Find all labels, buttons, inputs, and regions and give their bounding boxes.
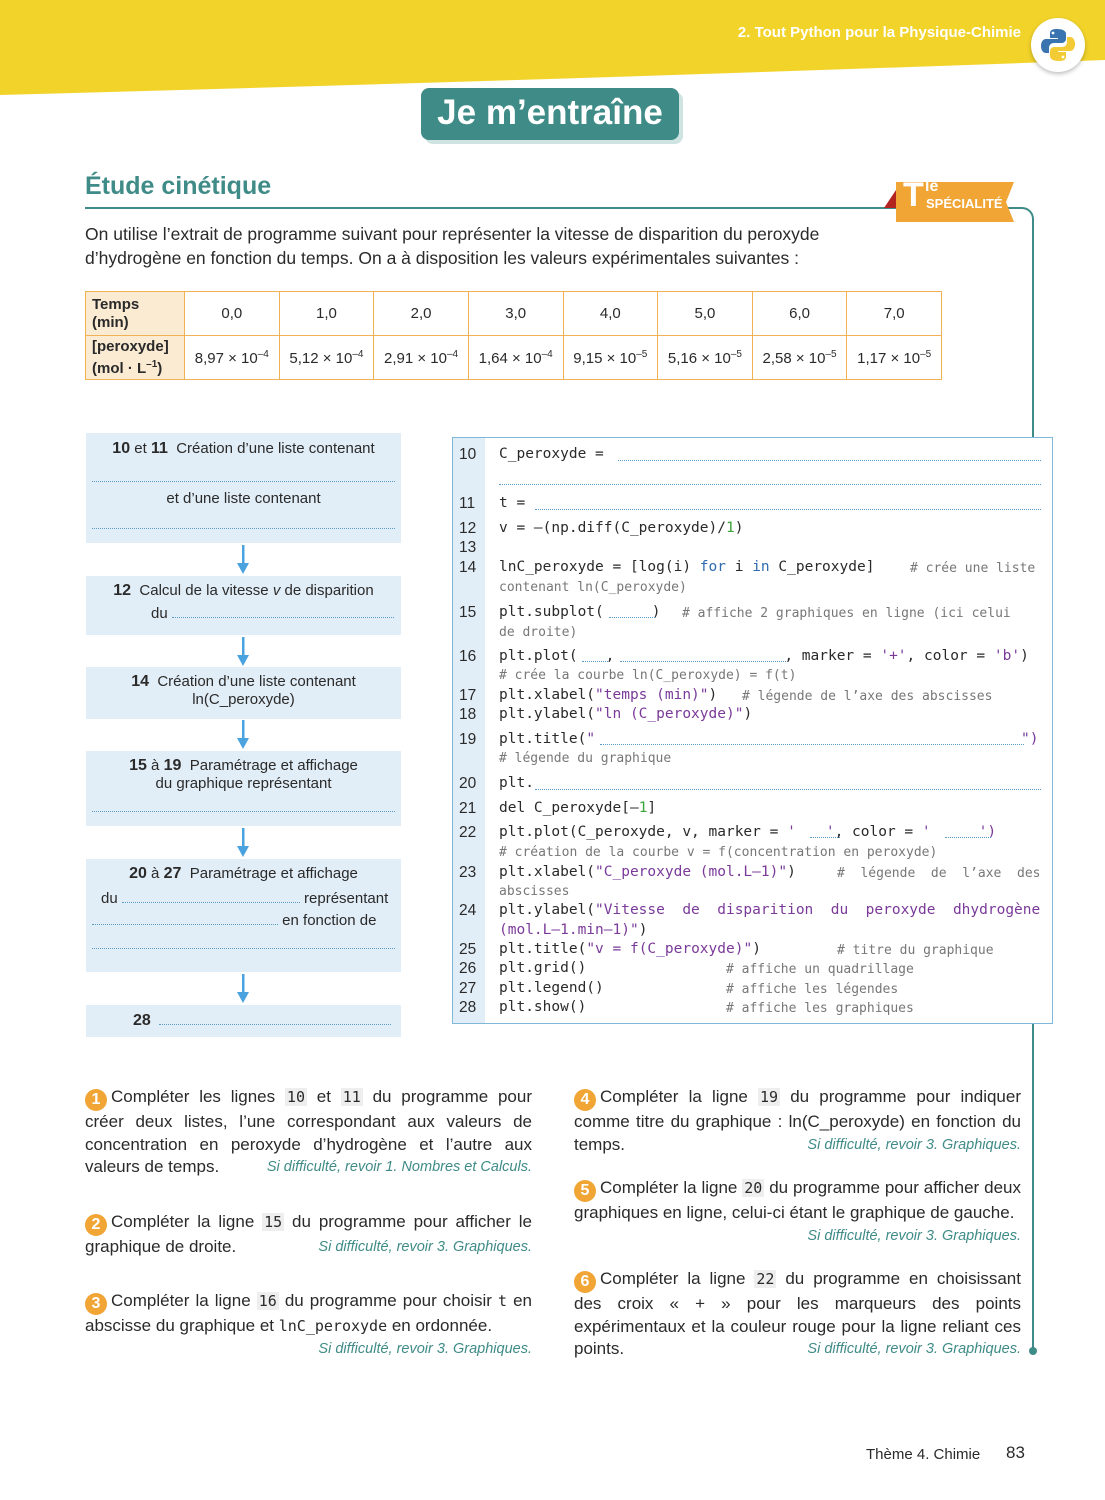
question-2: 2 Compléter la ligne 15 du programme pour afficher le graphique de droite. Si difficulté, revoir 3. Graphiques. [85,1211,532,1259]
table-cell: $5,16 \times 10^{-5}$ [658,336,753,380]
fill-line[interactable] [620,661,786,662]
table-cell: 0,0 [185,292,280,336]
page-number: 83 [1006,1443,1025,1462]
table-cell: $2,91 \times 10^{-4}$ [374,336,469,380]
table-cell: $1,17 \times 10^{-5}$ [847,336,942,380]
fill-line[interactable] [618,460,1041,461]
fill-line[interactable] [92,911,278,925]
reference-link[interactable]: Si difficulté, revoir 3. Graphiques. [318,1239,532,1255]
page-title: Je m’entraîne [421,88,679,140]
step-28: 28 [86,1005,401,1037]
step-14: 14 Création d’une liste contenant ln(C_peroxyde) [86,667,401,719]
code-comment: # légende du graphique [499,751,672,766]
fill-line[interactable] [535,789,1041,790]
question-number-badge: 1 [85,1089,107,1111]
code-comment: # titre du graphique [837,943,994,958]
code-comment: # crée la courbe ln(C_peroxyde) = f(t) [499,668,797,683]
code-comment: # crée une liste [910,561,1036,576]
fill-line[interactable] [92,468,395,482]
badge-t: T [903,176,924,214]
step-15-19: 15 à 19 Paramétrage et affichage du graphique représentant [86,751,401,826]
question-number-badge: 2 [85,1214,107,1236]
reference-link[interactable]: Si difficulté, revoir 3. Graphiques. [807,1227,1021,1244]
fill-line[interactable] [92,935,395,949]
step-12: 12 Calcul de la vitesse v de disparition du [86,576,401,635]
row-head-peroxyde: [peroxyde] $(mol \cdot L^{-1})$ [86,336,185,380]
table-cell: 6,0 [752,292,847,336]
table-cell: 2,0 [374,292,469,336]
chapter-title: 2. Tout Python pour la Physique-Chimie [737,24,1021,41]
fill-line[interactable] [159,1011,391,1025]
arrow-down-icon [237,974,249,1004]
code-comment: contenant ln(C_peroxyde) [499,580,687,595]
table-cell: 4,0 [563,292,658,336]
arrow-down-icon [237,720,249,750]
table-cell: 3,0 [468,292,563,336]
question-4: 4 Compléter la ligne 19 du programme pour indiquer comme titre du graphique : ln(C_peroxyde) en fonction du temps. Si difficulté, revoir 3. Graphiques. [574,1086,1021,1156]
table-cell: $5,12 \times 10^{-4}$ [279,336,374,380]
arrow-down-icon [237,828,249,858]
fill-line[interactable] [92,798,395,812]
fill-line[interactable] [172,604,394,618]
code-comment: # affiche les graphiques [726,1001,914,1016]
section-title: Étude cinétique [85,172,272,200]
table-cell: $1,64 \times 10^{-4}$ [468,336,563,380]
fill-line[interactable] [582,661,608,662]
code-comment: # affiche un quadrillage [726,962,914,977]
header-band [0,0,1105,100]
table-row [86,292,942,336]
fill-line[interactable] [122,889,300,903]
code-comment: # légende de l’axe des [837,866,1041,881]
table-cell: 7,0 [847,292,942,336]
arrow-down-icon [237,637,249,667]
badge-le: le [925,178,939,195]
badge-specialite: SPÉCIALITÉ [926,196,1003,211]
fill-line[interactable] [535,509,1041,510]
row-head-temps: Temps (min) [86,292,185,336]
question-1: 1 Compléter les lignes 10 et 11 du programme pour créer deux listes, l’une correspondant aux valeurs de concentration en peroxyde d’hydrogène et l’autre aux valeurs de temps. Si difficulté, revoir 1. Nombres et Calculs. [85,1086,532,1179]
code-listing: 10 C_peroxyde = 11 t = 12 v = –(np.diff(C_peroxyde)/1) 13 14 lnC_peroxyde = [log(i) for i in C_peroxyde] # crée une liste contenant ln(C_peroxyde) 15 plt.subplot( ) # affiche 2 graphiques en ligne (ici celui de droite) 16 plt.plot( , , marker = '+', color = 'b') # crée la courbe ln(C_peroxyde) = f(t) 17 plt.xlabel("temps (min)") # légende de l’axe des abscisses 18 plt.ylabel("ln (C_peroxyde)") 19 plt.title(" ") # légende du graphique 20 plt. 21 del C_peroxyde[–1] 22 plt.plot(C_peroxyde, v, marker = ' ', color = ' ') # création de la courbe v = f(concentration en peroxyde) 23 plt.xlabel("C_peroxyde (mol.L–1)") # légende de l’axe des abscisses 24 plt.ylabel("Vitesse de disparition du peroxyde dhydrogène (mol.L–1.min–1)") 25 plt.title("v = f(C_peroxyde)") # titre du graphique 26 plt.grid() # affiche un quadrillage 27 plt.legend() # affiche les légendes 28 plt.show() # affiche les graphiques [452,437,1053,1024]
code-comment: de droite) [499,625,578,640]
question-5: 5 Compléter la ligne 20 du programme pour afficher deux graphiques en ligne, celui-ci étant le graphique de gauche. Si difficulté, revoir 3. Graphiques. [574,1177,1021,1247]
question-6: 6 Compléter la ligne 22 du programme en choisissant des croix « + » pour les marqueurs des points expérimentaux et la couleur rouge pour la ligne reliant ces points. Si difficulté, revoir 3. Graphiques. [574,1268,1021,1361]
code-comment: # affiche 2 graphiques en ligne (ici celui [682,606,1011,621]
data-table [85,291,942,380]
question-number-badge: 6 [574,1271,596,1293]
code-comment: # création de la courbe v = f(concentration en peroxyde) [499,845,938,860]
table-cell: 5,0 [658,292,753,336]
reference-link[interactable]: Si difficulté, revoir 3. Graphiques. [807,1341,1021,1357]
section-rule [85,207,1020,209]
fill-line[interactable] [810,837,840,838]
footer-theme: Thème 4. Chimie [866,1446,981,1463]
table-cell: $9,15 \times 10^{-5}$ [563,336,658,380]
intro-text: On utilise l’extrait de programme suivant pour représenter la vitesse de disparition du peroxyde d’hydrogène en fonction du temps. On a à disposition les valeurs expérimentales suivantes : [85,224,820,268]
code-comment: abscisses [499,884,570,899]
python-logo-icon [1031,18,1085,72]
arrow-down-icon [237,545,249,575]
code-comment: # légende de l’axe des abscisses [742,689,993,704]
fill-line[interactable] [92,515,395,529]
fill-line[interactable] [499,484,1041,485]
fill-line[interactable] [609,617,655,618]
question-number-badge: 3 [85,1293,107,1315]
right-rule-dot [1029,1347,1037,1355]
table-cell: 1,0 [279,292,374,336]
fill-line[interactable] [945,837,991,838]
reference-link[interactable]: Si difficulté, revoir 1. Nombres et Calculs. [266,1159,532,1175]
reference-link[interactable]: Si difficulté, revoir 3. Graphiques. [807,1136,1021,1153]
question-number-badge: 5 [574,1180,596,1202]
reference-link[interactable]: Si difficulté, revoir 3. Graphiques. [318,1340,532,1357]
table-cell: $2,58 \times 10^{-5}$ [752,336,847,380]
question-3: 3 Compléter la ligne 16 du programme pour choisir t en abscisse du graphique et lnC_peroxyde en ordonnée. Si difficulté, revoir 3. Graphiques. [85,1290,532,1360]
table-cell: $8,97 \times 10^{-4}$ [185,336,280,380]
question-number-badge: 4 [574,1089,596,1111]
table-row [86,336,942,380]
step-20-27: 20 à 27 Paramétrage et affichage du représentant en fonction de [86,859,401,972]
code-comment: # affiche les légendes [726,982,899,997]
step-10-11: 10 et 11 Création d’une liste contenant et d’une liste contenant [86,433,401,543]
fill-line[interactable] [600,744,1024,745]
right-rule-corner [1010,207,1034,221]
